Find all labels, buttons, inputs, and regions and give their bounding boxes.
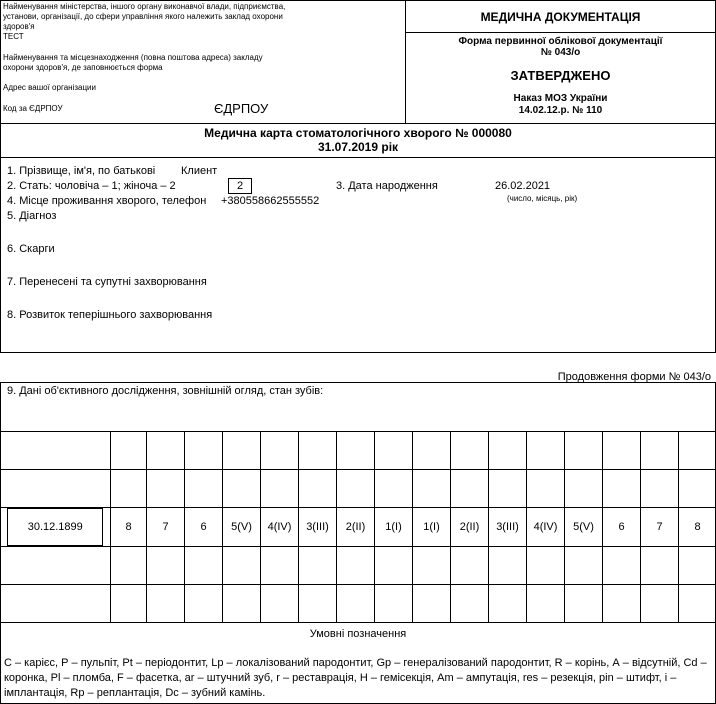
grid-cell[interactable] [489, 547, 527, 585]
grid-cell[interactable] [451, 585, 489, 623]
grid-cell [1, 585, 111, 623]
tooth-number: 7 [147, 508, 185, 547]
grid-cell[interactable] [223, 547, 261, 585]
grid-cell[interactable] [299, 432, 337, 470]
grid-cell[interactable] [527, 470, 565, 508]
grid-cell[interactable] [489, 470, 527, 508]
order-label: Наказ МОЗ України [513, 93, 608, 104]
legend-line-2: коронка, Pl – пломба, F – фасетка, ar – штучний зуб, r – реставрація, H – гемісекція, Am – ампутація, res – резекція, pin – штифт, i – [4, 672, 677, 684]
tooth-number: 1(I) [375, 508, 413, 547]
tooth-number: 8 [679, 508, 716, 547]
grid-cell[interactable] [641, 432, 679, 470]
edrpou-label: Код за ЄДРПОУ [3, 104, 63, 113]
tooth-number: 7 [641, 508, 679, 547]
grid-cell[interactable] [641, 547, 679, 585]
form-number: № 043/о [540, 47, 581, 58]
grid-cell[interactable] [451, 432, 489, 470]
grid-cell[interactable] [413, 547, 451, 585]
legend-line-3: імплантація, Rp – реплантація, Dc – зубний камінь. [4, 687, 266, 699]
grid-cell[interactable] [147, 470, 185, 508]
exam-date-cell [1, 508, 111, 547]
grid-cell[interactable] [223, 432, 261, 470]
grid-cell[interactable] [603, 470, 641, 508]
grid-cell[interactable] [413, 585, 451, 623]
grid-cell[interactable] [451, 470, 489, 508]
grid-cell[interactable] [489, 432, 527, 470]
tooth-number: 3(III) [299, 508, 337, 547]
grid-cell[interactable] [261, 547, 299, 585]
grid-cell [1, 470, 111, 508]
grid-cell[interactable] [565, 585, 603, 623]
grid-row-1 [1, 432, 716, 470]
grid-cell[interactable] [413, 432, 451, 470]
grid-cell[interactable] [261, 585, 299, 623]
med-doc-title: МЕДИЧНА ДОКУМЕНТАЦІЯ [480, 10, 641, 24]
grid-row-5 [1, 585, 716, 623]
grid-cell[interactable] [147, 547, 185, 585]
grid-cell[interactable] [337, 432, 375, 470]
ministry-value: ТЕСТ [3, 32, 24, 41]
name-label: 1. Прізвище, ім'я, по батькові [7, 165, 156, 177]
tooth-number: 2(II) [337, 508, 375, 547]
tooth-number: 3(III) [489, 508, 527, 547]
exam-label: 9. Дані об'єктивного дослідження, зовнішній огляд, стан зубів: [7, 385, 324, 397]
exam-date: 30.12.1899 [7, 508, 103, 546]
grid-cell[interactable] [261, 432, 299, 470]
grid-cell[interactable] [337, 585, 375, 623]
grid-cell[interactable] [185, 585, 223, 623]
grid-cell[interactable] [603, 547, 641, 585]
grid-cell[interactable] [185, 547, 223, 585]
tooth-number: 4(IV) [261, 508, 299, 547]
grid-cell[interactable] [147, 432, 185, 470]
grid-cell[interactable] [679, 470, 716, 508]
birth-value: 26.02.2021 [495, 180, 551, 192]
grid-cell[interactable] [185, 432, 223, 470]
tooth-number: 8 [111, 508, 147, 547]
teeth-number-row [1, 508, 716, 547]
ministry-label: Найменування міністерства, іншого органу виконавчої влади, підприємства, установи, організації, до сфери управління якого належить заклад охорони здоров'я [3, 2, 286, 31]
grid-cell[interactable] [111, 547, 147, 585]
institution-label: Найменування та місцезнаходження (повна поштова адреса) закладу охорони здоров'я, де заповнюється форма [3, 53, 263, 72]
grid-cell[interactable] [679, 547, 716, 585]
grid-cell[interactable] [375, 585, 413, 623]
grid-cell[interactable] [299, 547, 337, 585]
grid-cell [1, 547, 111, 585]
diagnosis-label: 5. Діагноз [7, 210, 57, 222]
form-title: Форма первинної облікової документації [458, 36, 663, 47]
grid-cell[interactable] [223, 470, 261, 508]
tooth-number: 6 [185, 508, 223, 547]
complaints-label: 6. Скарги [7, 243, 55, 255]
grid-cell[interactable] [375, 547, 413, 585]
card-date: 31.07.2019 рік [317, 140, 399, 154]
order-details: 14.02.12.р. № 110 [518, 105, 603, 116]
grid-cell[interactable] [375, 432, 413, 470]
grid-cell[interactable] [337, 470, 375, 508]
grid-cell[interactable] [565, 432, 603, 470]
grid-cell[interactable] [603, 585, 641, 623]
address-value: Адрес вашої організации [3, 83, 96, 92]
grid-cell[interactable] [451, 547, 489, 585]
development-label: 8. Розвиток теперішнього захворювання [7, 309, 213, 321]
grid-cell[interactable] [147, 585, 185, 623]
grid-cell[interactable] [299, 585, 337, 623]
diseases-label: 7. Перенесені та супутні захворювання [7, 276, 207, 288]
birth-hint: (число, місяць, рік) [507, 194, 578, 203]
grid-cell[interactable] [375, 470, 413, 508]
grid-cell[interactable] [223, 585, 261, 623]
approved-label: ЗАТВЕРДЖЕНО [510, 68, 611, 83]
edrpou-value: ЄДРПОУ [214, 101, 269, 116]
grid-cell[interactable] [527, 585, 565, 623]
grid-cell[interactable] [641, 470, 679, 508]
birth-label: 3. Дата народження [336, 180, 438, 192]
sex-label: 2. Стать: чоловіча – 1; жіноча – 2 [7, 180, 176, 192]
grid-cell[interactable] [679, 432, 716, 470]
grid-cell[interactable] [679, 585, 716, 623]
grid-cell[interactable] [413, 470, 451, 508]
grid-cell[interactable] [337, 547, 375, 585]
grid-cell[interactable] [527, 547, 565, 585]
tooth-number: 5(V) [223, 508, 261, 547]
tooth-number: 6 [603, 508, 641, 547]
grid-cell [1, 432, 111, 470]
tooth-number: 4(IV) [527, 508, 565, 547]
continuation-label: Продовження форми № 043/о [557, 371, 711, 383]
grid-row-2 [1, 470, 716, 508]
grid-cell[interactable] [299, 470, 337, 508]
legend-line-1: С – карієс, Р – пульпіт, Pt – періодонтит, Lp – локалізований пародонтит, Gp – генералізований пародонтит, R – корінь, А – відсутній, Cd – [4, 657, 707, 669]
grid-cell[interactable] [641, 585, 679, 623]
grid-cell[interactable] [603, 432, 641, 470]
grid-cell[interactable] [527, 432, 565, 470]
tooth-number: 5(V) [565, 508, 603, 547]
grid-cell[interactable] [565, 547, 603, 585]
grid-cell[interactable] [261, 470, 299, 508]
grid-cell[interactable] [185, 470, 223, 508]
tooth-number: 2(II) [451, 508, 489, 547]
grid-cell[interactable] [111, 470, 147, 508]
tooth-number: 1(I) [413, 508, 451, 547]
sex-value: 2 [228, 178, 252, 194]
grid-cell[interactable] [111, 432, 147, 470]
grid-cell[interactable] [111, 585, 147, 623]
name-value: Клиент [181, 165, 218, 177]
grid-cell[interactable] [565, 470, 603, 508]
phone-value: +380558662555552 [221, 195, 320, 207]
grid-row-4 [1, 547, 716, 585]
card-title: Медична карта стоматологічного хворого № 000080 [204, 126, 512, 140]
grid-cell[interactable] [489, 585, 527, 623]
teeth-grid [0, 431, 716, 623]
legend-title: Умовні позначення [309, 628, 407, 640]
residence-label: 4. Місце проживання хворого, телефон [7, 195, 207, 207]
